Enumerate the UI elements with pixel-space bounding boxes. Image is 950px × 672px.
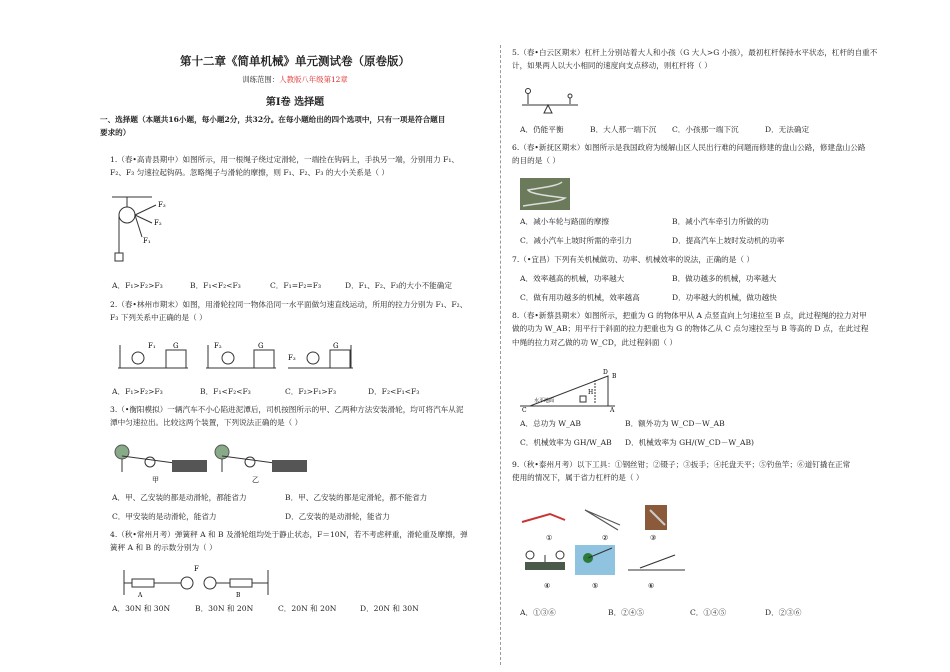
q9-tool-pliers: [522, 514, 565, 542]
q6-stem: [512, 141, 907, 168]
q8-figure: [520, 368, 620, 413]
q8-stem-line2: 做的功为 W_AB；用平行于斜面的拉力把重也为 G 的物体乙从 C 点匀速拉至与 B 等高的 D 点，在此过程: [512, 324, 869, 334]
part1-heading-line1: 一、选择题（本题共16小题，每小题2分，共32分。在每小题给出的四个选项中，只有一项是符合题目: [100, 115, 446, 124]
q9-fig-label: ⑥: [648, 582, 655, 590]
q9-tool-balance: [525, 551, 565, 590]
q1-fig-label: F₃: [158, 201, 166, 209]
q9-tool-wrench: [645, 505, 667, 542]
q2-option-b[interactable]: B．F₁<F₂<F₃: [200, 387, 251, 396]
q3-stem-line1: 3.（•衡阳模拟）一辆汽车不小心陷进泥潭后，司机按图所示的甲、乙两种方法安装滑轮，均可将汽车从泥: [110, 405, 464, 414]
q3-stem-line2: 潭中匀速拉出。比较这两个装置，下列说法正确的是（ ）: [110, 418, 303, 428]
q7-stem: [512, 253, 907, 266]
q8-stem-line3: 中绳的拉力对乙做的功 W_CD，此过程斜面（ ）: [512, 337, 678, 347]
q6-option-d[interactable]: D．提高汽车上坡时发动机的功率: [672, 236, 785, 245]
q5-option-a[interactable]: A．仍能平衡: [520, 125, 564, 134]
q3-setup-jia: [115, 445, 207, 484]
q4-fig-label: B: [236, 592, 241, 599]
q2-setup-1: [118, 342, 188, 368]
q4-option-b[interactable]: B．30N 和 20N: [195, 604, 254, 613]
q1-pulley: [119, 207, 135, 223]
q4-spring-a: [132, 579, 154, 587]
q8-fig-label: 水平地面: [534, 398, 555, 404]
q9-fig-label: ④: [544, 582, 551, 590]
q1-figure: [112, 195, 192, 275]
q3-option-a[interactable]: A．甲、乙安装的都是动滑轮，都能省力: [112, 493, 247, 502]
q6-option-c[interactable]: C．减小汽车上坡时所需的牵引力: [520, 236, 633, 245]
q9-fig-label: ③: [650, 534, 657, 542]
q4-spring-b: [230, 579, 252, 587]
q9-option-b[interactable]: B．②④⑤: [608, 608, 644, 617]
scope-value: 人教版八年级第12章: [279, 75, 348, 84]
q4-option-c[interactable]: C．20N 和 20N: [278, 604, 337, 613]
q3-fig-label: 甲: [152, 476, 159, 484]
divider: [500, 45, 501, 665]
q3-figure: [112, 440, 312, 485]
q9-option-a[interactable]: A．①③⑥: [520, 608, 556, 617]
q8-fig-label: C: [522, 407, 527, 414]
q8-fig-label: A: [610, 407, 615, 414]
q1-stem-line2: F₂、F₃ 匀速拉起钩码。忽略绳子与滑轮的摩擦，则 F₁、F₂、F₃ 的大小关系是（ ）: [110, 168, 390, 178]
q2-stem-line2: F₃ 下列关系中正确的是（ ）: [110, 313, 207, 323]
q9-tool-fishing-rod: [575, 545, 615, 590]
q2-stem: [110, 298, 500, 325]
q8-fig-label: D: [603, 369, 608, 376]
q6-stem-line2: 的目的是（ ）: [512, 156, 560, 166]
q6-photo: [520, 178, 570, 210]
q3-option-d[interactable]: D．乙安装的是动滑轮，能省力: [285, 512, 390, 521]
q2-fig-label: G: [333, 342, 339, 350]
q1-stem: [110, 153, 500, 180]
q2-fig-label: F₃: [288, 354, 296, 362]
q2-option-d[interactable]: D．F₂<F₁<F₃: [368, 387, 420, 396]
q5-stem: [512, 46, 907, 73]
q9-stem-line1: 9.（秋•泰州月考）以下工具：①钢丝钳；②镊子；③扳手；④托盘天平；⑤钓鱼竿；⑥道钉撬在正常: [512, 460, 851, 469]
q1-rope-f3: [135, 205, 156, 215]
q2-fig-label: F₂: [214, 342, 222, 350]
scope-label: 训练范围：: [242, 75, 280, 84]
q8-object: [580, 396, 586, 402]
q7-option-a[interactable]: A．效率越高的机械，功率越大: [520, 274, 625, 283]
q9-stem-line2: 使用的情况下，属于省力杠杆的是（ ）: [512, 473, 644, 483]
q9-option-d[interactable]: D．②③⑥: [765, 608, 802, 617]
q9-tools-figure: [520, 500, 690, 595]
q5-stem-line2: 计，如果两人以大小相同的速度向支点移动，则杠杆将（ ）: [512, 61, 712, 71]
q6-stem-line1: 6.（春•新抚区期末）如图所示是我国政府为缓解山区人民出行难的问题而修建的盘山公路，修建盘山公路: [512, 143, 866, 152]
q1-option-a[interactable]: A．F₁>F₂>F₃: [112, 281, 163, 290]
q9-fig-label: ⑤: [592, 582, 599, 590]
q1-fig-label: F₁: [143, 237, 151, 245]
q8-option-c[interactable]: C．机械效率为 GH/W_AB: [520, 438, 612, 447]
q8-option-b[interactable]: B．额外功为 W_CD－W_AB: [625, 419, 725, 428]
q5-stem-line1: 5.（春•白云区期末）杠杆上分别站着大人和小孩（G 大人>G 小孩），最初杠杆保持水平状态，杠杆的自重不: [512, 48, 878, 57]
q1-option-d[interactable]: D．F₁、F₂、F₃的大小不能确定: [345, 281, 452, 290]
q5-fulcrum: [544, 105, 552, 113]
q3-fig-label: 乙: [252, 476, 259, 484]
q6-option-a[interactable]: A．减小车轮与路面的摩擦: [520, 217, 610, 226]
q1-fig-label: F₂: [154, 219, 162, 227]
q4-fig-label: A: [138, 592, 143, 599]
q4-stem-line2: 簧秤 A 和 B 的示数分别为（ ）: [110, 543, 217, 553]
q9-tool-spike-bar: [628, 555, 685, 590]
q2-fig-label: F₁: [148, 342, 156, 350]
q9-stem: [512, 458, 907, 485]
q4-option-d[interactable]: D．20N 和 30N: [360, 604, 419, 613]
page-title: 第十二章《简单机械》单元测试卷（原卷版）: [180, 54, 410, 68]
section-title: 第Ⅰ卷 选择题: [265, 97, 325, 108]
q3-setup-yi: [215, 445, 307, 484]
q7-stem-line: 7.（•宜昌）下列有关机械做功、功率、机械效率的说法，正确的是（ ）: [512, 255, 754, 264]
q3-stem: [110, 403, 500, 430]
q4-pulley-2: [204, 577, 216, 589]
q4-option-a[interactable]: A．30N 和 30N: [112, 604, 171, 613]
q7-option-d[interactable]: D．功率越大的机械，做功越快: [672, 293, 777, 302]
q9-fig-label: ①: [546, 534, 553, 542]
part1-heading: [100, 113, 500, 140]
q1-stem-line1: 1.（春•高青县期中）如图所示，用一根绳子绕过定滑轮，一端拴在钩码上，手执另一端，分别用力 F₁、: [110, 155, 459, 164]
q4-fig-label: F: [194, 565, 199, 573]
part1-heading-line2: 要求的）: [100, 128, 131, 138]
q2-option-a[interactable]: A．F₁>F₂>F₃: [112, 387, 163, 396]
q1-weight: [115, 253, 123, 261]
q2-setup-3: [288, 342, 353, 368]
q5-option-b[interactable]: B．大人那一端下沉: [590, 125, 657, 134]
q4-stem: [110, 528, 500, 555]
q3-option-b[interactable]: B．甲、乙安装的都是定滑轮，都不能省力: [285, 493, 428, 502]
q8-option-a[interactable]: A．总功为 W_AB: [520, 419, 581, 428]
q2-option-c[interactable]: C．F₂>F₁>F₃: [285, 387, 337, 396]
q1-option-c[interactable]: C．F₁=F₂=F₃: [270, 281, 322, 290]
q5-option-d[interactable]: D．无法确定: [765, 125, 810, 134]
q8-stem-line1: 8.（春•新蔡县期末）如图所示，把重为 G 的物体甲从 A 点竖直向上匀速拉至 B 点，此过程绳的拉力对甲: [512, 311, 867, 320]
q2-figure: [118, 340, 358, 375]
q8-stem: [512, 309, 907, 349]
q6-option-b[interactable]: B．减小汽车牵引力所做的功: [672, 217, 769, 226]
q1-option-b[interactable]: B．F₁<F₂<F₃: [190, 281, 241, 290]
q2-fig-label: G: [173, 342, 179, 350]
q5-child: [568, 94, 572, 98]
q5-option-c[interactable]: C．小孩那一端下沉: [672, 125, 739, 134]
q9-option-c[interactable]: C．①④⑤: [690, 608, 727, 617]
scope-line: [100, 74, 490, 85]
q4-figure: [122, 565, 272, 600]
q4-stem-line1: 4.（秋•常州月考）弹簧秤 A 和 B 及滑轮组均处于静止状态，F＝10N，若不考虑秤重，滑轮重及摩擦，弹: [110, 530, 468, 539]
q2-fig-label: G: [258, 342, 264, 350]
q2-stem-line1: 2.（春•林州市期末）如图，用滑轮拉同一物体沿同一水平面做匀速直线运动，所用的拉力分别为 F₁、F₂、: [110, 300, 468, 309]
q9-tool-tweezers: [585, 510, 620, 542]
q7-option-c[interactable]: C．做有用功越多的机械，效率越高: [520, 293, 640, 302]
q7-option-b[interactable]: B．做功越多的机械，功率越大: [672, 274, 777, 283]
q5-adult: [526, 89, 531, 94]
q4-pulley-1: [181, 577, 193, 589]
q8-option-d[interactable]: D．机械效率为 GH/(W_CD－W_AB): [625, 438, 754, 447]
q9-fig-label: ②: [602, 534, 609, 542]
q5-figure: [520, 85, 580, 115]
q3-option-c[interactable]: C．甲安装的是动滑轮，能省力: [112, 512, 217, 521]
q8-fig-label: H: [588, 389, 594, 396]
q8-fig-label: B: [612, 373, 617, 380]
q2-setup-2: [206, 342, 276, 368]
